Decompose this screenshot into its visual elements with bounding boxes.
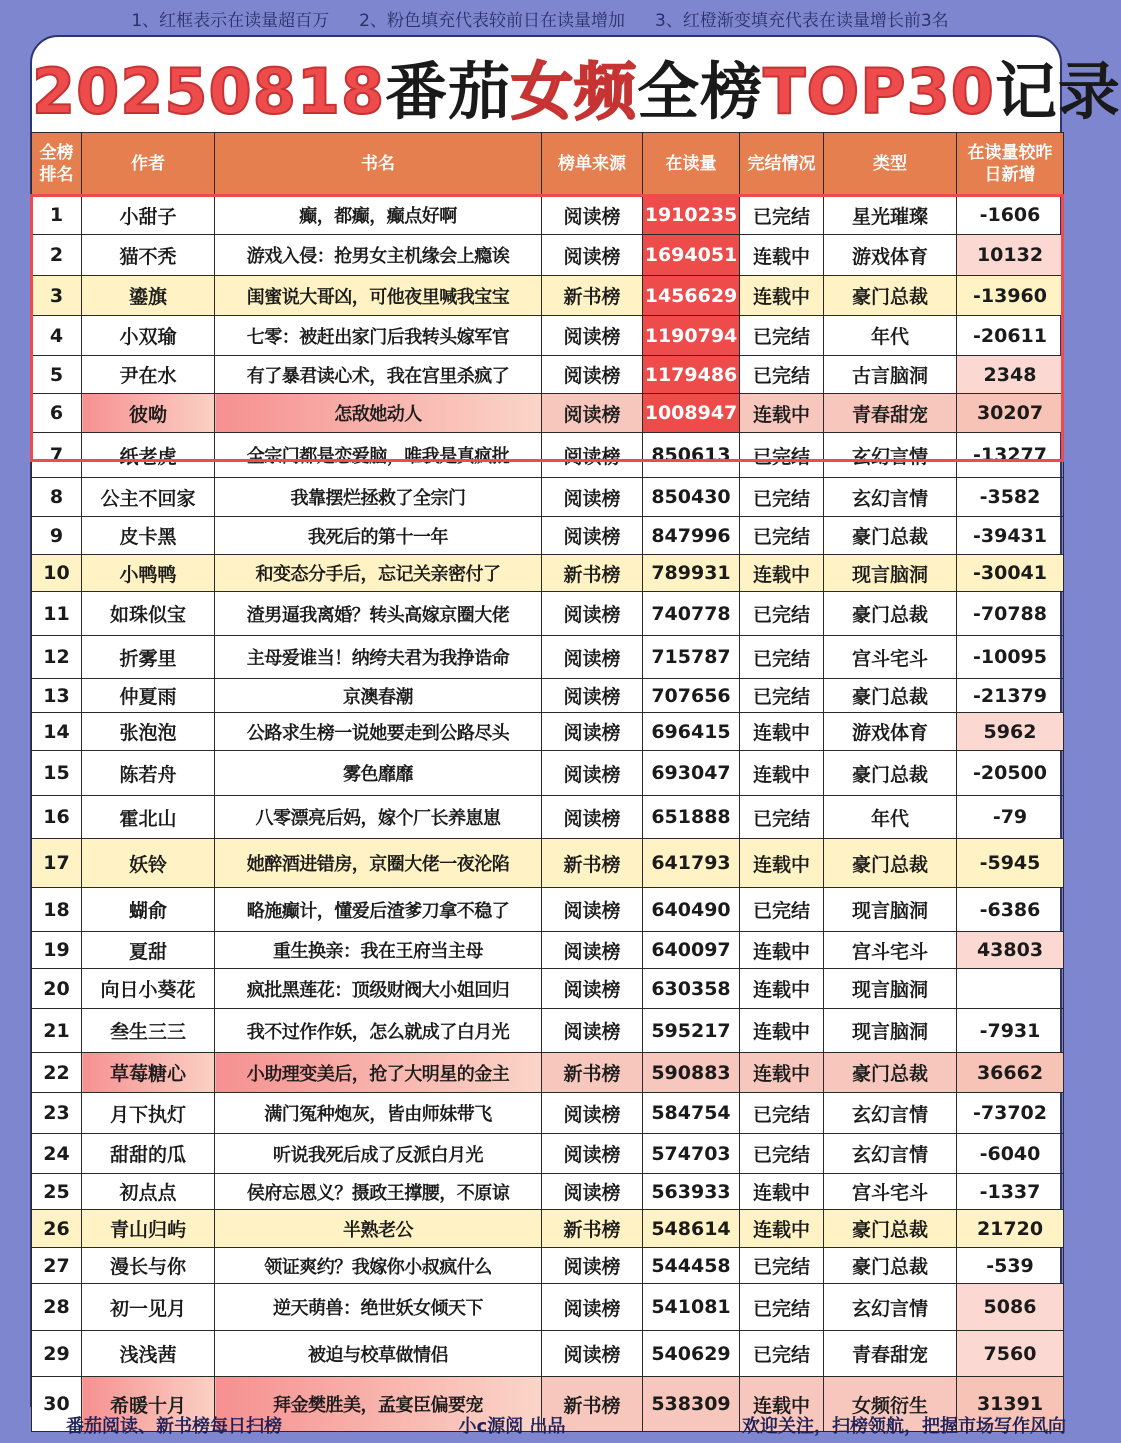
cell-change: -30041 — [957, 555, 1064, 592]
table-row — [32, 1284, 1064, 1331]
table-row — [32, 888, 1064, 932]
cell-genre: 现言脑洞 — [824, 969, 957, 1009]
cell-rank: 12 — [32, 636, 82, 679]
cell-readers: 595217 — [643, 1009, 740, 1053]
cell-book: 渣男逼我离婚？转头高嫁京圈大佬 — [215, 592, 542, 636]
cell-book: 有了暴君读心术，我在宫里杀疯了 — [215, 356, 542, 394]
cell-author: 夏甜 — [82, 932, 215, 969]
cell-readers: 740778 — [643, 592, 740, 636]
cell-author: 彼呦 — [82, 394, 215, 433]
cell-rank: 29 — [32, 1331, 82, 1377]
cell-readers: 693047 — [643, 751, 740, 796]
cell-author: 妖铃 — [82, 839, 215, 888]
cell-source: 阅读榜 — [542, 679, 643, 713]
cell-genre: 豪门总裁 — [824, 1210, 957, 1248]
cell-author: 叁生三三 — [82, 1009, 215, 1053]
table-row — [32, 316, 1064, 356]
cell-source: 新书榜 — [542, 839, 643, 888]
cell-status: 已完结 — [740, 1331, 824, 1377]
table-row — [32, 679, 1064, 713]
cell-status: 已完结 — [740, 517, 824, 555]
cell-status: 已完结 — [740, 796, 824, 839]
table-row — [32, 276, 1064, 316]
cell-source: 阅读榜 — [542, 713, 643, 751]
cell-source: 阅读榜 — [542, 888, 643, 932]
cell-author: 初点点 — [82, 1174, 215, 1210]
cell-rank: 10 — [32, 555, 82, 592]
cell-book: 我死后的第十一年 — [215, 517, 542, 555]
cell-rank: 11 — [32, 592, 82, 636]
cell-author: 小鸭鸭 — [82, 555, 215, 592]
cell-readers: 696415 — [643, 713, 740, 751]
cell-source: 阅读榜 — [542, 316, 643, 356]
cell-rank: 14 — [32, 713, 82, 751]
cell-genre: 豪门总裁 — [824, 1053, 957, 1093]
cell-rank: 4 — [32, 316, 82, 356]
cell-rank: 26 — [32, 1210, 82, 1248]
cell-book: 满门冤种炮灰，皆由师妹带飞 — [215, 1093, 542, 1134]
cell-rank: 15 — [32, 751, 82, 796]
cell-change: -1606 — [957, 196, 1064, 235]
cell-status: 已完结 — [740, 1093, 824, 1134]
cell-book: 略施癫计，懂爱后渣爹刀拿不稳了 — [215, 888, 542, 932]
col-readers: 在读量 — [643, 133, 740, 196]
cell-source: 阅读榜 — [542, 1331, 643, 1377]
cell-change: -21379 — [957, 679, 1064, 713]
cell-book: 我不过作作妖，怎么就成了白月光 — [215, 1009, 542, 1053]
cell-book: 七零：被赶出家门后我转头嫁军官 — [215, 316, 542, 356]
cell-source: 阅读榜 — [542, 356, 643, 394]
cell-readers: 590883 — [643, 1053, 740, 1093]
col-author: 作者 — [82, 133, 215, 196]
cell-genre: 豪门总裁 — [824, 751, 957, 796]
cell-rank: 3 — [32, 276, 82, 316]
cell-book: 侯府忘恩义？摄政王撑腰，不原谅 — [215, 1174, 542, 1210]
cell-genre: 宫斗宅斗 — [824, 636, 957, 679]
cell-author: 初一见月 — [82, 1284, 215, 1331]
cell-rank: 27 — [32, 1248, 82, 1284]
page-title: 20250818番茄女频全榜TOP30记录 — [32, 55, 1121, 128]
cell-author: 甜甜的瓜 — [82, 1134, 215, 1174]
cell-rank: 19 — [32, 932, 82, 969]
cell-change: 2348 — [957, 356, 1064, 394]
cell-rank: 25 — [32, 1174, 82, 1210]
cell-change: 7560 — [957, 1331, 1064, 1377]
cell-readers: 1694051 — [643, 235, 740, 276]
cell-status: 已完结 — [740, 1284, 824, 1331]
cell-book: 拜金樊胜美，孟宴臣偏要宠 — [215, 1377, 542, 1432]
cell-change — [957, 969, 1064, 1009]
cell-change: -1337 — [957, 1174, 1064, 1210]
cell-book: 癫，都癫，癫点好啊 — [215, 196, 542, 235]
cell-rank: 7 — [32, 433, 82, 478]
cell-status: 连载中 — [740, 713, 824, 751]
cell-genre: 年代 — [824, 316, 957, 356]
cell-genre: 玄幻言情 — [824, 1093, 957, 1134]
cell-status: 已完结 — [740, 356, 824, 394]
cell-status: 已完结 — [740, 433, 824, 478]
table-row — [32, 796, 1064, 839]
cell-source: 阅读榜 — [542, 969, 643, 1009]
cell-rank: 6 — [32, 394, 82, 433]
cell-status: 连载中 — [740, 1009, 824, 1053]
cell-author: 猫不秃 — [82, 235, 215, 276]
cell-source: 新书榜 — [542, 276, 643, 316]
cell-source: 阅读榜 — [542, 235, 643, 276]
table-row — [32, 1009, 1064, 1053]
cell-author: 折雾里 — [82, 636, 215, 679]
legend-item: 2、粉色填充代表较前日在读量增加 — [359, 10, 625, 31]
cell-book: 八零漂亮后妈，嫁个厂长养崽崽 — [215, 796, 542, 839]
cell-readers: 1190794 — [643, 316, 740, 356]
cell-status: 连载中 — [740, 1210, 824, 1248]
cell-readers: 544458 — [643, 1248, 740, 1284]
cell-source: 新书榜 — [542, 1377, 643, 1432]
cell-book: 小助理变美后，抢了大明星的金主 — [215, 1053, 542, 1093]
cell-change: -3582 — [957, 478, 1064, 517]
cell-change: 10132 — [957, 235, 1064, 276]
cell-readers: 640490 — [643, 888, 740, 932]
legend-item: 1、红框表示在读量超百万 — [131, 10, 330, 31]
cell-genre: 宫斗宅斗 — [824, 1174, 957, 1210]
cell-change: 5086 — [957, 1284, 1064, 1331]
cell-source: 阅读榜 — [542, 751, 643, 796]
cell-status: 已完结 — [740, 478, 824, 517]
cell-status: 连载中 — [740, 969, 824, 1009]
cell-author: 鎏旗 — [82, 276, 215, 316]
table-row — [32, 235, 1064, 276]
cell-change: 36662 — [957, 1053, 1064, 1093]
cell-change: -20500 — [957, 751, 1064, 796]
cell-genre: 豪门总裁 — [824, 517, 957, 555]
cell-book: 雾色靡靡 — [215, 751, 542, 796]
cell-author: 向日小葵花 — [82, 969, 215, 1009]
cell-rank: 17 — [32, 839, 82, 888]
cell-book: 和变态分手后，忘记关亲密付了 — [215, 555, 542, 592]
cell-change: -20611 — [957, 316, 1064, 356]
cell-source: 阅读榜 — [542, 1174, 643, 1210]
cell-source: 新书榜 — [542, 1210, 643, 1248]
cell-genre: 青春甜宠 — [824, 1331, 957, 1377]
cell-source: 阅读榜 — [542, 636, 643, 679]
table-row — [32, 969, 1064, 1009]
cell-genre: 现言脑洞 — [824, 888, 957, 932]
table-row — [32, 478, 1064, 517]
cell-status: 已完结 — [740, 592, 824, 636]
cell-author: 如珠似宝 — [82, 592, 215, 636]
cell-genre: 豪门总裁 — [824, 679, 957, 713]
cell-book: 听说我死后成了反派白月光 — [215, 1134, 542, 1174]
table-row — [32, 356, 1064, 394]
cell-readers: 715787 — [643, 636, 740, 679]
cell-author: 纸老虎 — [82, 433, 215, 478]
legend-item: 3、红橙渐变填充代表在读量增长前3名 — [655, 10, 949, 31]
cell-source: 阅读榜 — [542, 1093, 643, 1134]
cell-readers: 540629 — [643, 1331, 740, 1377]
cell-author: 漫长与你 — [82, 1248, 215, 1284]
footer-right: 欢迎关注，扫榜领航，把握市场写作风向 — [742, 1416, 1066, 1437]
footer — [0, 1407, 1080, 1443]
cell-rank: 23 — [32, 1093, 82, 1134]
cell-genre: 豪门总裁 — [824, 276, 957, 316]
col-rank: 全榜排名 — [32, 133, 82, 196]
cell-readers: 651888 — [643, 796, 740, 839]
table-row — [32, 1093, 1064, 1134]
cell-rank: 28 — [32, 1284, 82, 1331]
cell-genre: 豪门总裁 — [824, 1248, 957, 1284]
cell-rank: 13 — [32, 679, 82, 713]
cell-author: 尹在水 — [82, 356, 215, 394]
cell-rank: 20 — [32, 969, 82, 1009]
cell-change: -539 — [957, 1248, 1064, 1284]
cell-source: 新书榜 — [542, 1053, 643, 1093]
cell-rank: 5 — [32, 356, 82, 394]
cell-author: 小甜子 — [82, 196, 215, 235]
footer-left: 番茄阅读、新书榜每日扫榜 — [66, 1416, 282, 1437]
cell-book: 领证爽约？我嫁你小叔疯什么 — [215, 1248, 542, 1284]
legend — [0, 0, 1080, 36]
cell-status: 连载中 — [740, 394, 824, 433]
cell-rank: 30 — [32, 1377, 82, 1432]
cell-readers: 1179486 — [643, 356, 740, 394]
footer-center: 小c源阅 出品 — [458, 1416, 566, 1437]
cell-status: 已完结 — [740, 316, 824, 356]
cell-change: -6040 — [957, 1134, 1064, 1174]
cell-readers: 538309 — [643, 1377, 740, 1432]
col-change: 在读量较昨日新增 — [957, 133, 1064, 196]
cell-author: 蝴俞 — [82, 888, 215, 932]
cell-status: 连载中 — [740, 1053, 824, 1093]
cell-rank: 9 — [32, 517, 82, 555]
cell-readers: 541081 — [643, 1284, 740, 1331]
cell-readers: 584754 — [643, 1093, 740, 1134]
cell-author: 月下执灯 — [82, 1093, 215, 1134]
cell-genre: 青春甜宠 — [824, 394, 957, 433]
cell-readers: 641793 — [643, 839, 740, 888]
cell-readers: 850613 — [643, 433, 740, 478]
table-row — [32, 1210, 1064, 1248]
cell-change: 31391 — [957, 1377, 1064, 1432]
col-source: 榜单来源 — [542, 133, 643, 196]
cell-source: 新书榜 — [542, 555, 643, 592]
table-row — [32, 636, 1064, 679]
cell-readers: 1008947 — [643, 394, 740, 433]
cell-book: 疯批黑莲花：顶级财阀大小姐回归 — [215, 969, 542, 1009]
cell-readers: 789931 — [643, 555, 740, 592]
cell-source: 阅读榜 — [542, 932, 643, 969]
cell-source: 阅读榜 — [542, 1134, 643, 1174]
cell-book: 闺蜜说大哥凶，可他夜里喊我宝宝 — [215, 276, 542, 316]
col-status: 完结情况 — [740, 133, 824, 196]
cell-readers: 640097 — [643, 932, 740, 969]
table-row — [32, 433, 1064, 478]
cell-status: 连载中 — [740, 555, 824, 592]
cell-author: 陈若舟 — [82, 751, 215, 796]
table-row — [32, 555, 1064, 592]
cell-author: 草莓糖心 — [82, 1053, 215, 1093]
cell-status: 连载中 — [740, 235, 824, 276]
cell-source: 阅读榜 — [542, 1284, 643, 1331]
cell-change: 21720 — [957, 1210, 1064, 1248]
cell-status: 连载中 — [740, 276, 824, 316]
cell-author: 浅浅茜 — [82, 1331, 215, 1377]
cell-book: 重生换亲：我在王府当主母 — [215, 932, 542, 969]
table-row — [32, 196, 1064, 235]
cell-rank: 8 — [32, 478, 82, 517]
cell-status: 已完结 — [740, 679, 824, 713]
cell-genre: 现言脑洞 — [824, 1009, 957, 1053]
cell-genre: 年代 — [824, 796, 957, 839]
cell-author: 仲夏雨 — [82, 679, 215, 713]
ranking-table — [31, 132, 1064, 1432]
cell-book: 公路求生榜一说她要走到公路尽头 — [215, 713, 542, 751]
cell-source: 阅读榜 — [542, 394, 643, 433]
table-row — [32, 839, 1064, 888]
cell-genre: 现言脑洞 — [824, 555, 957, 592]
cell-rank: 22 — [32, 1053, 82, 1093]
cell-change: -13960 — [957, 276, 1064, 316]
cell-status: 连载中 — [740, 1174, 824, 1210]
table-row — [32, 1053, 1064, 1093]
cell-source: 阅读榜 — [542, 796, 643, 839]
cell-change: -5945 — [957, 839, 1064, 888]
cell-change: -7931 — [957, 1009, 1064, 1053]
cell-readers: 850430 — [643, 478, 740, 517]
cell-source: 阅读榜 — [542, 1248, 643, 1284]
cell-source: 阅读榜 — [542, 592, 643, 636]
cell-genre: 玄幻言情 — [824, 433, 957, 478]
cell-genre: 游戏体育 — [824, 713, 957, 751]
table-row — [32, 592, 1064, 636]
cell-author: 公主不回家 — [82, 478, 215, 517]
col-genre: 类型 — [824, 133, 957, 196]
cell-book: 全宗门都是恋爱脑，唯我是真疯批 — [215, 433, 542, 478]
cell-status: 已完结 — [740, 1248, 824, 1284]
cell-readers: 630358 — [643, 969, 740, 1009]
table-row — [32, 1331, 1064, 1377]
cell-genre: 豪门总裁 — [824, 839, 957, 888]
cell-genre: 玄幻言情 — [824, 1134, 957, 1174]
cell-genre: 玄幻言情 — [824, 1284, 957, 1331]
cell-genre: 豪门总裁 — [824, 592, 957, 636]
cell-genre: 宫斗宅斗 — [824, 932, 957, 969]
cell-author: 小双瑜 — [82, 316, 215, 356]
cell-change: -13277 — [957, 433, 1064, 478]
cell-change: -10095 — [957, 636, 1064, 679]
cell-book: 游戏入侵：抢男女主机缘会上瘾诶 — [215, 235, 542, 276]
cell-readers: 563933 — [643, 1174, 740, 1210]
table-row — [32, 751, 1064, 796]
cell-readers: 1456629 — [643, 276, 740, 316]
cell-status: 连载中 — [740, 751, 824, 796]
table-row — [32, 517, 1064, 555]
cell-change: 5962 — [957, 713, 1064, 751]
table-row — [32, 394, 1064, 433]
cell-status: 已完结 — [740, 888, 824, 932]
cell-source: 阅读榜 — [542, 1009, 643, 1053]
cell-book: 半熟老公 — [215, 1210, 542, 1248]
cell-readers: 574703 — [643, 1134, 740, 1174]
cell-author: 张泡泡 — [82, 713, 215, 751]
cell-book: 她醉酒进错房，京圈大佬一夜沦陷 — [215, 839, 542, 888]
cell-change: 43803 — [957, 932, 1064, 969]
cell-book: 逆天萌兽：绝世妖女倾天下 — [215, 1284, 542, 1331]
cell-change: -70788 — [957, 592, 1064, 636]
cell-book: 京澳春潮 — [215, 679, 542, 713]
cell-readers: 847996 — [643, 517, 740, 555]
cell-status: 已完结 — [740, 636, 824, 679]
cell-change: -79 — [957, 796, 1064, 839]
cell-source: 阅读榜 — [542, 433, 643, 478]
cell-genre: 古言脑洞 — [824, 356, 957, 394]
table-row — [32, 1134, 1064, 1174]
col-book: 书名 — [215, 133, 542, 196]
cell-source: 阅读榜 — [542, 478, 643, 517]
cell-change: -73702 — [957, 1093, 1064, 1134]
cell-change: 30207 — [957, 394, 1064, 433]
cell-status: 已完结 — [740, 196, 824, 235]
cell-book: 我靠摆烂拯救了全宗门 — [215, 478, 542, 517]
ranking-panel — [30, 35, 1121, 1417]
cell-change: -39431 — [957, 517, 1064, 555]
cell-readers: 1910235 — [643, 196, 740, 235]
cell-change: -6386 — [957, 888, 1064, 932]
table-row — [32, 713, 1064, 751]
cell-genre: 玄幻言情 — [824, 478, 957, 517]
table-row — [32, 1248, 1064, 1284]
cell-author: 希暖十月 — [82, 1377, 215, 1432]
cell-readers: 707656 — [643, 679, 740, 713]
cell-source: 阅读榜 — [542, 196, 643, 235]
cell-source: 阅读榜 — [542, 517, 643, 555]
cell-author: 皮卡黑 — [82, 517, 215, 555]
cell-rank: 1 — [32, 196, 82, 235]
cell-status: 连载中 — [740, 1377, 824, 1432]
cell-readers: 548614 — [643, 1210, 740, 1248]
cell-author: 霍北山 — [82, 796, 215, 839]
cell-genre: 游戏体育 — [824, 235, 957, 276]
cell-book: 怎敌她动人 — [215, 394, 542, 433]
cell-status: 已完结 — [740, 1134, 824, 1174]
cell-rank: 18 — [32, 888, 82, 932]
table-row — [32, 1174, 1064, 1210]
table-header — [32, 133, 1064, 196]
cell-book: 被迫与校草做情侣 — [215, 1331, 542, 1377]
cell-rank: 21 — [32, 1009, 82, 1053]
cell-rank: 2 — [32, 235, 82, 276]
cell-status: 连载中 — [740, 839, 824, 888]
cell-genre: 女频衍生 — [824, 1377, 957, 1432]
cell-status: 连载中 — [740, 932, 824, 969]
cell-book: 主母爱谁当！纳绔夫君为我挣诰命 — [215, 636, 542, 679]
cell-rank: 16 — [32, 796, 82, 839]
cell-genre: 星光璀璨 — [824, 196, 957, 235]
cell-rank: 24 — [32, 1134, 82, 1174]
cell-author: 青山归屿 — [82, 1210, 215, 1248]
table-row — [32, 932, 1064, 969]
